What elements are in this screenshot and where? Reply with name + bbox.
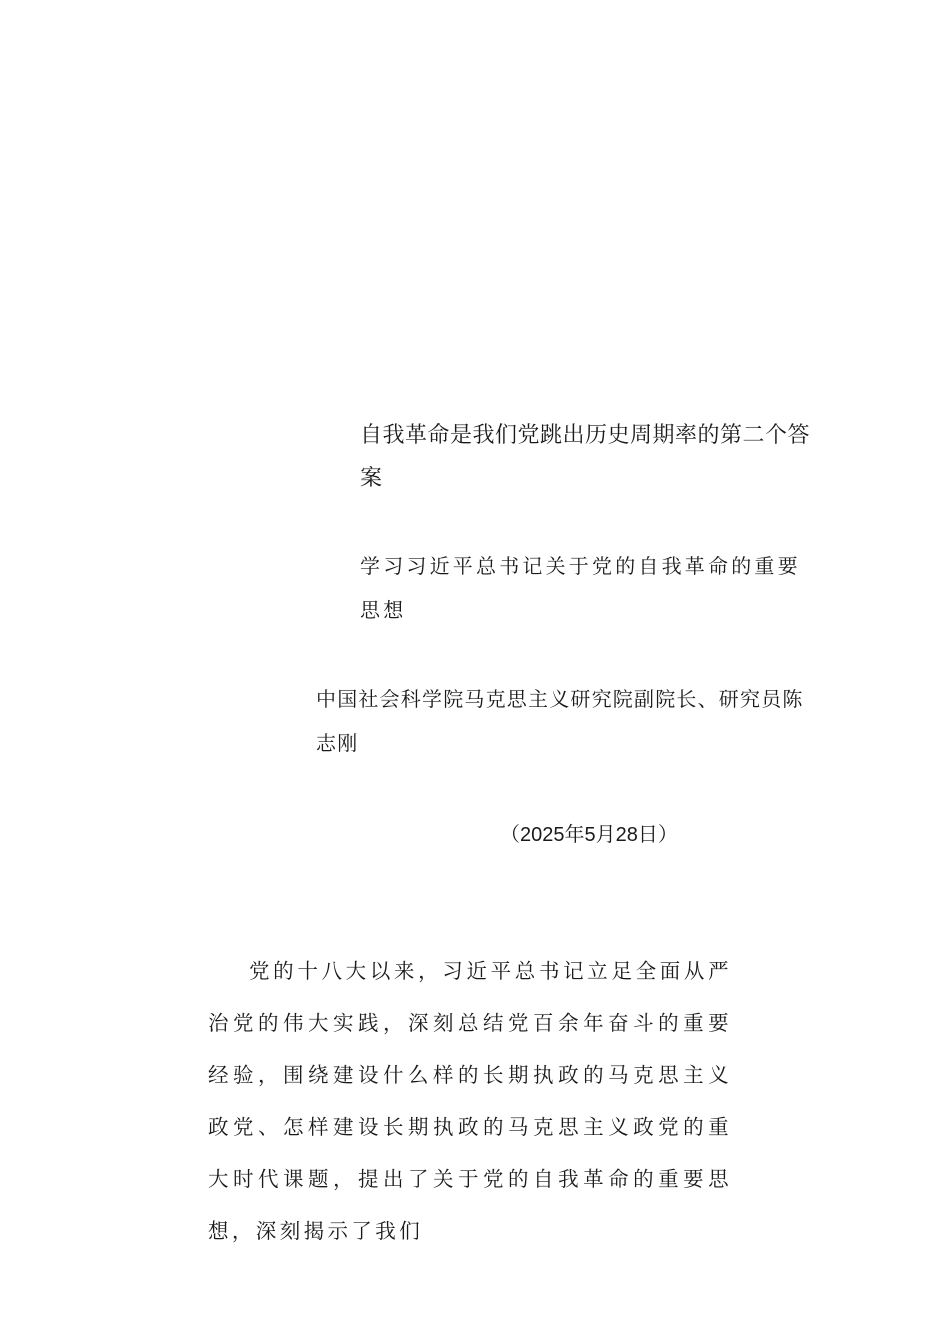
body-paragraph: 党的十八大以来，习近平总书记立足全面从严治党的伟大实践，深刻总结党百余年奋斗的重要经验，围绕建设什么样的长期执政的马克思主义政党、怎样建设长期执政的马克思主义政党的重大时代课题，提出了关于党的自我革命的重要思想，深刻揭示了我们	[208, 959, 732, 1243]
document-title: 自我革命是我们党跳出历史周期率的第二个答案	[360, 423, 811, 491]
author-line: 中国社会科学院马克思主义研究院副院长、研究员陈志刚	[316, 687, 804, 755]
document-subtitle: 学习习近平总书记关于党的自我革命的重要思想	[360, 554, 801, 622]
publish-date: （2025年5月28日）	[500, 824, 678, 846]
